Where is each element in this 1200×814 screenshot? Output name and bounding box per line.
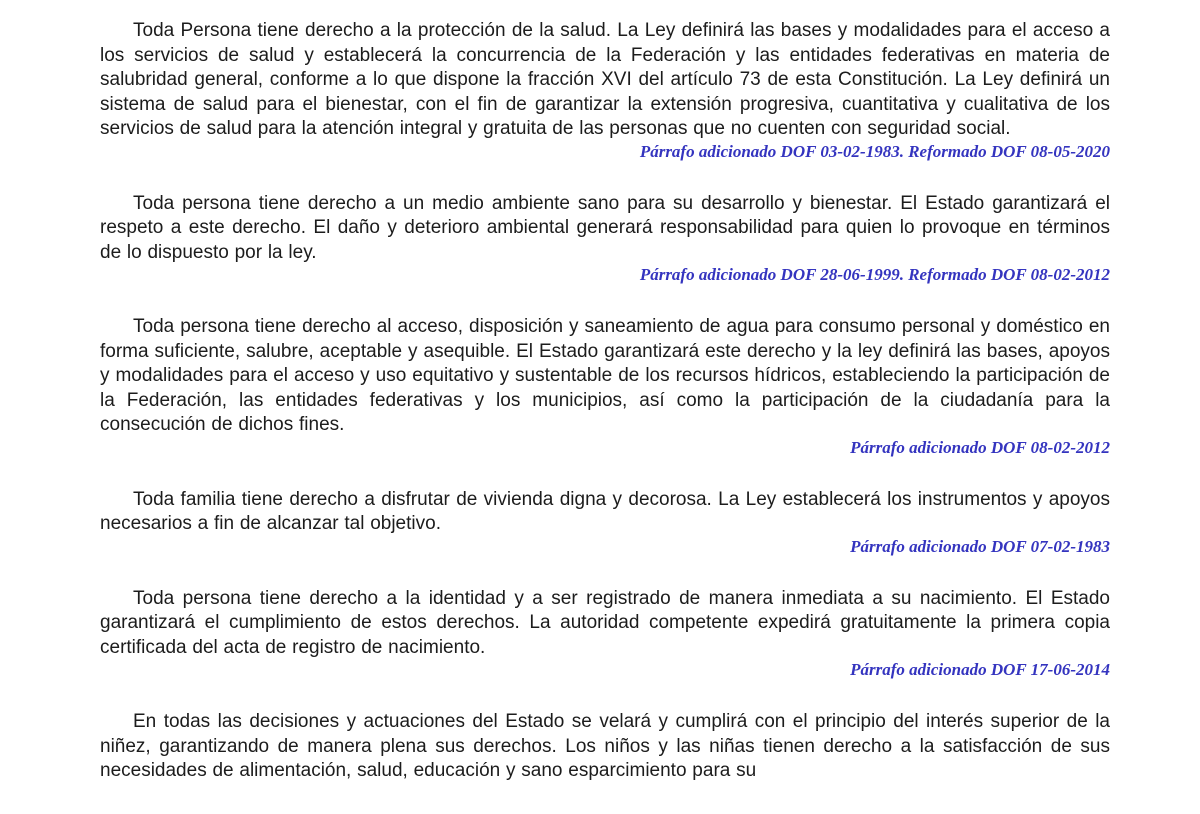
paragraph-identidad: Toda persona tiene derecho a la identidad y a ser registrado de manera inmediata a su nacimiento. El Estado garantizará el cumplimiento de estos derechos. La autoridad competente expedirá gratuitamente la primera copia certificada del acta de registro de nacimiento.: [100, 587, 1110, 658]
amendment-note: Párrafo adicionado DOF 03-02-1983. Reformado DOF 08-05-2020: [639, 141, 1110, 161]
paragraph-medio-ambiente: Toda persona tiene derecho a un medio ambiente sano para su desarrollo y bienestar. El Estado garantizará el respeto a este derecho. El daño y deterioro ambiental generará responsabilidad para quien lo provoque en términos de lo dispuesto por la ley.: [100, 192, 1110, 263]
amendment-note: Párrafo adicionado DOF 07-02-1983: [850, 536, 1110, 556]
paragraph-agua: Toda persona tiene derecho al acceso, disposición y saneamiento de agua para consumo personal y doméstico en forma suficiente, salubre, aceptable y asequible. El Estado garantizará este derecho y la ley definirá las bases, apoyos y modalidades para el acceso y uso equitativo y sustentable de los recursos hídricos, estableciendo la participación de la Federación, las entidades federativas y los municipios, así como la participación de la ciudadanía para la consecución de dichos fines.: [100, 316, 1110, 435]
amendment-note: Párrafo adicionado DOF 17-06-2014: [850, 660, 1110, 679]
amendment-note: Párrafo adicionado DOF 08-02-2012: [850, 437, 1110, 457]
amendment-note: Párrafo adicionado DOF 28-06-1999. Reformado DOF 08-02-2012: [639, 265, 1110, 284]
paragraph-interes-superior-ninez: En todas las decisiones y actuaciones del Estado se velará y cumplirá con el principio del interés superior de la niñez, garantizando de manera plena sus derechos. Los niños y las niñas tienen derecho a la satisfacción de sus necesidades de alimentación, salud, educación y sano esparcimiento para su: [100, 711, 1110, 781]
paragraph-salud: Toda Persona tiene derecho a la protección de la salud. La Ley definirá las bases y modalidades para el acceso a los servicios de salud y establecerá la concurrencia de la Federación y las entidades federativas en materia de salubridad general, conforme a lo que dispone la fracción XVI del artículo 73 de esta Constitución. La Ley definirá un sistema de salud para el bienestar, con el fin de garantizar la extensión progresiva, cuantitativa y cualitativa de los servicios de salud para la atención integral y gratuita de las personas que no cuenten con seguridad social.: [100, 20, 1110, 139]
paragraph-vivienda: Toda familia tiene derecho a disfrutar de vivienda digna y decorosa. La Ley establecerá los instrumentos y apoyos necesarios a fin de alcanzar tal objetivo.: [100, 488, 1110, 534]
